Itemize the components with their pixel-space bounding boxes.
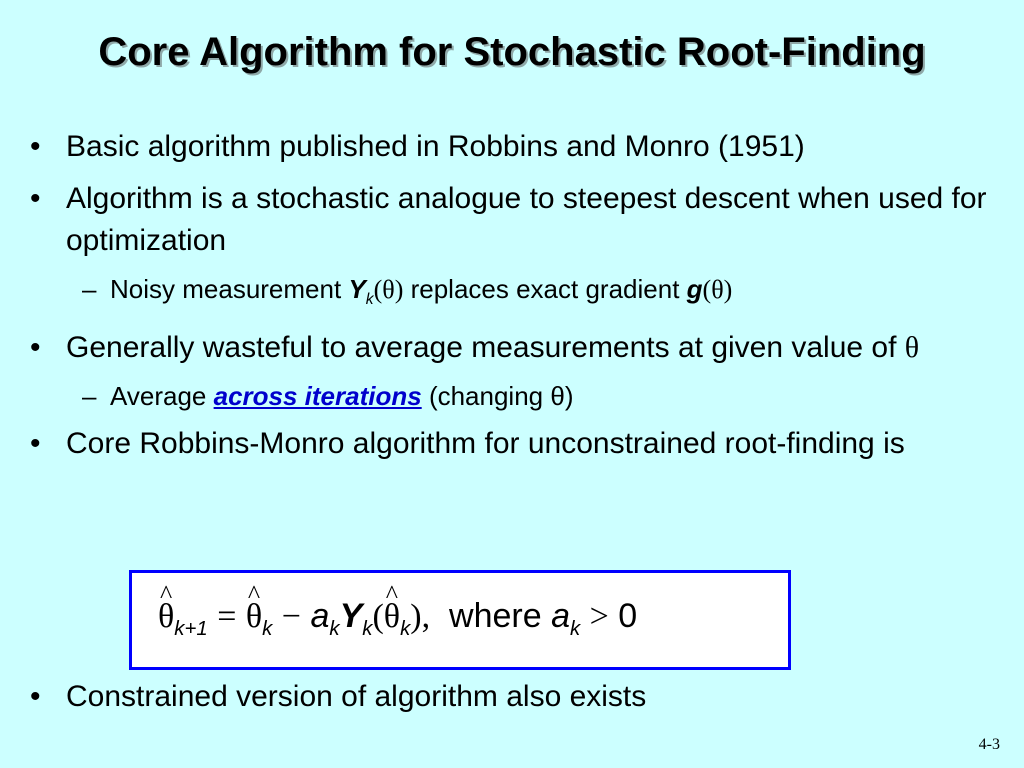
greater-than-sign: > <box>589 598 609 635</box>
subscript-k: k <box>262 617 273 640</box>
theta-hat: ^ θ <box>158 598 174 636</box>
bullet-dot-icon: • <box>30 680 41 713</box>
across-iterations-link[interactable]: across iterations <box>213 381 422 412</box>
theta-hat: ^ θ <box>384 598 400 636</box>
slide-title: Core Algorithm for Stochastic Root-Finding <box>98 30 926 74</box>
subscript-k: k <box>329 617 340 640</box>
symbol-theta-paren: (θ) <box>373 275 404 304</box>
bullet-item <box>30 327 990 369</box>
bullet-item <box>30 676 990 718</box>
symbol-Y: Y <box>348 274 366 304</box>
sub-bullet-text: replaces exact gradient <box>410 274 680 304</box>
dash-icon: – <box>82 274 97 304</box>
symbol-a: a <box>310 597 330 635</box>
paren-close: ), <box>410 598 431 635</box>
bullet-dot-icon: • <box>30 427 41 461</box>
subscript-k-plus-1: k+1 <box>174 617 208 640</box>
symbol-theta-paren: (θ) <box>702 275 733 304</box>
bullet-dot-icon: • <box>30 130 41 163</box>
equation-box <box>129 570 791 670</box>
sub-bullet-text: (changing θ) <box>428 381 574 412</box>
bullet-text: Constrained version of algorithm also exists <box>66 680 647 713</box>
bullet-dot-icon: • <box>30 331 41 365</box>
bullet-dot-icon: • <box>30 182 41 215</box>
subscript-k: k <box>400 617 411 640</box>
bullet-item <box>30 423 990 465</box>
bullet-list-bottom <box>30 676 990 728</box>
subscript-k: k <box>362 617 373 640</box>
bullet-list <box>30 126 990 475</box>
bullet-text: Algorithm is a stochastic analogue to steepest descent when used for optimization <box>66 182 987 257</box>
bullet-text: Basic algorithm published in Robbins and Monro (1951) <box>66 130 805 163</box>
robbins-monro-equation <box>158 597 637 641</box>
symbol-a: a <box>551 597 570 635</box>
symbol-theta: θ <box>904 331 920 365</box>
symbol-g: g <box>686 274 703 304</box>
equals-sign: = <box>217 598 237 635</box>
bullet-text: Core Robbins-Monro algorithm for unconstrained root-finding is <box>66 427 905 461</box>
minus-sign: − <box>281 598 301 635</box>
theta-hat: ^ θ <box>246 598 262 636</box>
bullet-item <box>30 178 990 262</box>
sub-bullet-text: Average <box>110 381 207 412</box>
page-number: 4-3 <box>978 736 1000 753</box>
symbol-Y: Y <box>339 597 363 635</box>
dash-icon: – <box>82 381 97 412</box>
sub-bullet-text: Noisy measurement <box>110 274 342 304</box>
zero: 0 <box>618 597 638 635</box>
bullet-text: Generally wasteful to average measurements at given value of <box>66 331 897 365</box>
sub-bullet-item <box>30 272 990 317</box>
bullet-item <box>30 126 990 168</box>
subscript-k: k <box>365 291 374 309</box>
subscript-k: k <box>570 617 581 640</box>
sub-bullet-item <box>30 379 990 413</box>
paren-open: ( <box>372 598 384 635</box>
where-text: where <box>449 597 542 635</box>
